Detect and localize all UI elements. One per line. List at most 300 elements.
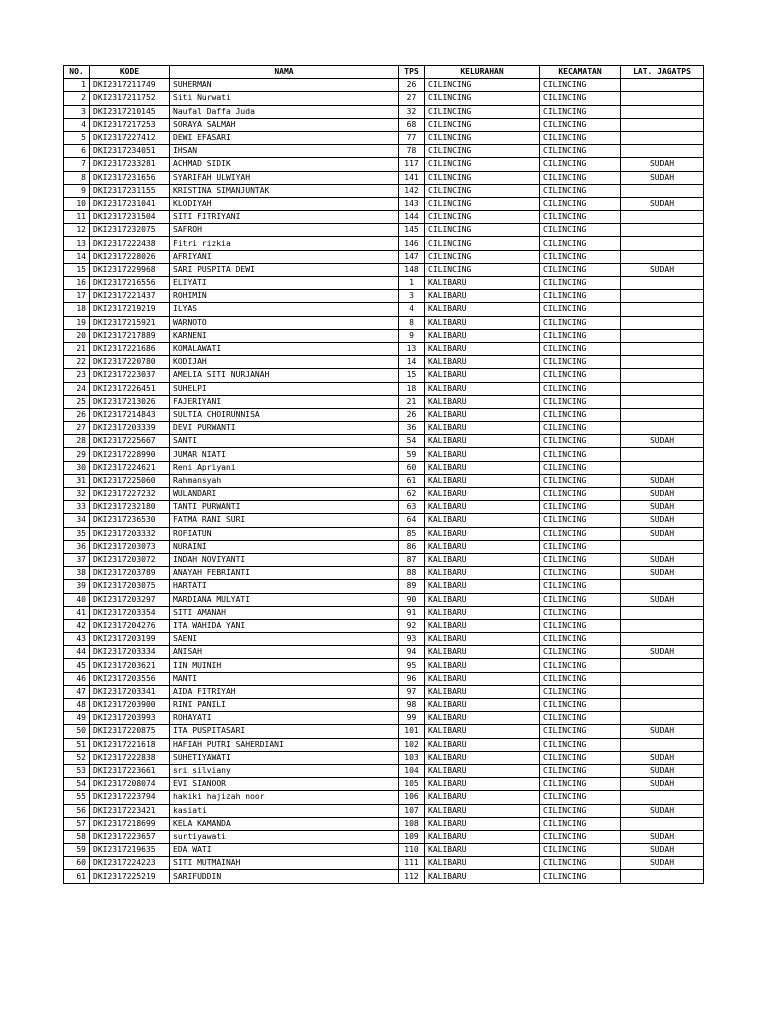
cell-tps: 9 <box>399 329 425 342</box>
cell-no: 38 <box>64 567 90 580</box>
cell-tps: 147 <box>399 250 425 263</box>
cell-nama: KOMALAWATI <box>170 342 399 355</box>
cell-tps: 13 <box>399 342 425 355</box>
cell-kecamatan: CILINCING <box>540 303 621 316</box>
cell-kelurahan: CILINCING <box>425 224 540 237</box>
cell-kecamatan: CILINCING <box>540 474 621 487</box>
cell-no: 44 <box>64 646 90 659</box>
cell-lat-jagatps <box>621 606 704 619</box>
cell-kode: DKI2317228990 <box>90 448 170 461</box>
cell-tps: 54 <box>399 435 425 448</box>
cell-no: 52 <box>64 751 90 764</box>
cell-kode: DKI2317223657 <box>90 830 170 843</box>
cell-kelurahan: KALIBARU <box>425 448 540 461</box>
cell-lat-jagatps: SUDAH <box>621 435 704 448</box>
cell-kelurahan: KALIBARU <box>425 395 540 408</box>
cell-kelurahan: CILINCING <box>425 145 540 158</box>
cell-tps: 108 <box>399 817 425 830</box>
cell-no: 53 <box>64 764 90 777</box>
cell-kelurahan: KALIBARU <box>425 514 540 527</box>
cell-no: 39 <box>64 580 90 593</box>
cell-nama: SANTI <box>170 435 399 448</box>
cell-lat-jagatps <box>621 184 704 197</box>
cell-kecamatan: CILINCING <box>540 540 621 553</box>
header-nama: NAMA <box>170 66 399 79</box>
cell-kecamatan: CILINCING <box>540 791 621 804</box>
cell-kelurahan: KALIBARU <box>425 606 540 619</box>
table-row <box>64 567 704 580</box>
cell-no: 28 <box>64 435 90 448</box>
cell-kode: DKI2317223794 <box>90 791 170 804</box>
cell-kode: DKI2317213026 <box>90 395 170 408</box>
cell-kelurahan: KALIBARU <box>425 804 540 817</box>
cell-no: 16 <box>64 277 90 290</box>
cell-kecamatan: CILINCING <box>540 105 621 118</box>
cell-no: 32 <box>64 488 90 501</box>
table-row <box>64 277 704 290</box>
table-row <box>64 435 704 448</box>
cell-no: 56 <box>64 804 90 817</box>
cell-kode: DKI2317231155 <box>90 184 170 197</box>
cell-kode: DKI2317231504 <box>90 211 170 224</box>
cell-no: 43 <box>64 633 90 646</box>
cell-lat-jagatps <box>621 79 704 92</box>
table-row <box>64 791 704 804</box>
cell-nama: WARNOTO <box>170 316 399 329</box>
cell-lat-jagatps: SUDAH <box>621 501 704 514</box>
cell-nama: SITI FITRIYANI <box>170 211 399 224</box>
table-row <box>64 250 704 263</box>
table-row <box>64 738 704 751</box>
cell-nama: NURAINI <box>170 540 399 553</box>
cell-kelurahan: CILINCING <box>425 237 540 250</box>
cell-kecamatan: CILINCING <box>540 369 621 382</box>
cell-tps: 86 <box>399 540 425 553</box>
cell-tps: 106 <box>399 791 425 804</box>
cell-lat-jagatps <box>621 105 704 118</box>
cell-kode: DKI2317203073 <box>90 540 170 553</box>
cell-kecamatan: CILINCING <box>540 606 621 619</box>
cell-kelurahan: KALIBARU <box>425 830 540 843</box>
cell-nama: AIDA FITRIYAH <box>170 685 399 698</box>
cell-kecamatan: CILINCING <box>540 382 621 395</box>
cell-no: 48 <box>64 699 90 712</box>
cell-kelurahan: KALIBARU <box>425 435 540 448</box>
cell-nama: SAENI <box>170 633 399 646</box>
cell-kelurahan: KALIBARU <box>425 685 540 698</box>
cell-no: 4 <box>64 118 90 131</box>
cell-tps: 60 <box>399 461 425 474</box>
cell-tps: 141 <box>399 171 425 184</box>
header-kecamatan: KECAMATAN <box>540 66 621 79</box>
cell-tps: 117 <box>399 158 425 171</box>
cell-lat-jagatps: SUDAH <box>621 514 704 527</box>
table-row <box>64 699 704 712</box>
cell-kecamatan: CILINCING <box>540 764 621 777</box>
table-row <box>64 158 704 171</box>
cell-lat-jagatps <box>621 395 704 408</box>
cell-kelurahan: CILINCING <box>425 263 540 276</box>
cell-tps: 15 <box>399 369 425 382</box>
cell-kode: DKI2317224223 <box>90 857 170 870</box>
cell-kelurahan: KALIBARU <box>425 316 540 329</box>
cell-kode: DKI2317203297 <box>90 593 170 606</box>
cell-nama: DEWI EFASARI <box>170 131 399 144</box>
table-row <box>64 817 704 830</box>
cell-tps: 36 <box>399 422 425 435</box>
cell-tps: 77 <box>399 131 425 144</box>
cell-lat-jagatps: SUDAH <box>621 474 704 487</box>
cell-kode: DKI2317203556 <box>90 672 170 685</box>
cell-kecamatan: CILINCING <box>540 92 621 105</box>
cell-kode: DKI2317203341 <box>90 685 170 698</box>
table-row <box>64 184 704 197</box>
cell-nama: MANTI <box>170 672 399 685</box>
cell-kelurahan: KALIBARU <box>425 870 540 883</box>
table-header <box>64 66 704 79</box>
cell-kecamatan: CILINCING <box>540 290 621 303</box>
table-row <box>64 844 704 857</box>
cell-kelurahan: KALIBARU <box>425 738 540 751</box>
cell-lat-jagatps <box>621 659 704 672</box>
cell-nama: KELA KAMANDA <box>170 817 399 830</box>
cell-lat-jagatps: SUDAH <box>621 158 704 171</box>
cell-tps: 92 <box>399 619 425 632</box>
cell-lat-jagatps: SUDAH <box>621 764 704 777</box>
cell-kelurahan: KALIBARU <box>425 501 540 514</box>
header-tps: TPS <box>399 66 425 79</box>
cell-kecamatan: CILINCING <box>540 646 621 659</box>
cell-lat-jagatps: SUDAH <box>621 567 704 580</box>
cell-no: 57 <box>64 817 90 830</box>
cell-kecamatan: CILINCING <box>540 514 621 527</box>
cell-nama: SORAYA SALMAH <box>170 118 399 131</box>
cell-tps: 63 <box>399 501 425 514</box>
cell-no: 61 <box>64 870 90 883</box>
cell-lat-jagatps <box>621 290 704 303</box>
cell-lat-jagatps <box>621 870 704 883</box>
cell-kecamatan: CILINCING <box>540 118 621 131</box>
cell-kode: DKI2317217889 <box>90 329 170 342</box>
cell-tps: 145 <box>399 224 425 237</box>
cell-tps: 98 <box>399 699 425 712</box>
cell-kecamatan: CILINCING <box>540 356 621 369</box>
cell-lat-jagatps <box>621 277 704 290</box>
table-row <box>64 263 704 276</box>
cell-tps: 103 <box>399 751 425 764</box>
table-row <box>64 342 704 355</box>
cell-kelurahan: KALIBARU <box>425 303 540 316</box>
cell-tps: 18 <box>399 382 425 395</box>
cell-tps: 112 <box>399 870 425 883</box>
cell-nama: AMELIA SITI NURJANAH <box>170 369 399 382</box>
cell-tps: 26 <box>399 79 425 92</box>
cell-tps: 94 <box>399 646 425 659</box>
cell-kecamatan: CILINCING <box>540 237 621 250</box>
cell-no: 3 <box>64 105 90 118</box>
cell-kecamatan: CILINCING <box>540 184 621 197</box>
cell-kode: DKI2317227232 <box>90 488 170 501</box>
cell-lat-jagatps: SUDAH <box>621 725 704 738</box>
cell-no: 14 <box>64 250 90 263</box>
cell-no: 37 <box>64 553 90 566</box>
cell-lat-jagatps <box>621 316 704 329</box>
cell-tps: 89 <box>399 580 425 593</box>
cell-kecamatan: CILINCING <box>540 263 621 276</box>
cell-no: 58 <box>64 830 90 843</box>
cell-kecamatan: CILINCING <box>540 395 621 408</box>
cell-kecamatan: CILINCING <box>540 158 621 171</box>
cell-lat-jagatps <box>621 699 704 712</box>
cell-tps: 110 <box>399 844 425 857</box>
cell-kode: DKI2317225667 <box>90 435 170 448</box>
cell-nama: RINI PANILI <box>170 699 399 712</box>
cell-no: 29 <box>64 448 90 461</box>
table-row <box>64 408 704 421</box>
cell-kode: DKI2317226451 <box>90 382 170 395</box>
cell-no: 35 <box>64 527 90 540</box>
cell-lat-jagatps: SUDAH <box>621 804 704 817</box>
cell-kelurahan: KALIBARU <box>425 567 540 580</box>
cell-tps: 96 <box>399 672 425 685</box>
cell-kode: DKI2317231656 <box>90 171 170 184</box>
cell-kelurahan: KALIBARU <box>425 580 540 593</box>
cell-no: 59 <box>64 844 90 857</box>
cell-nama: SUHERMAN <box>170 79 399 92</box>
cell-no: 18 <box>64 303 90 316</box>
cell-lat-jagatps <box>621 211 704 224</box>
cell-no: 50 <box>64 725 90 738</box>
cell-kecamatan: CILINCING <box>540 224 621 237</box>
cell-no: 23 <box>64 369 90 382</box>
table-row <box>64 356 704 369</box>
cell-kode: DKI2317215921 <box>90 316 170 329</box>
cell-kecamatan: CILINCING <box>540 580 621 593</box>
cell-nama: KLODIYAH <box>170 197 399 210</box>
cell-kode: DKI2317203199 <box>90 633 170 646</box>
cell-no: 55 <box>64 791 90 804</box>
cell-kecamatan: CILINCING <box>540 778 621 791</box>
cell-nama: HAFIAH PUTRI SAHERDIANI <box>170 738 399 751</box>
cell-lat-jagatps <box>621 540 704 553</box>
cell-kode: DKI2317203334 <box>90 646 170 659</box>
cell-no: 34 <box>64 514 90 527</box>
cell-kelurahan: KALIBARU <box>425 369 540 382</box>
cell-nama: ITA PUSPITASARI <box>170 725 399 738</box>
cell-no: 5 <box>64 131 90 144</box>
cell-no: 36 <box>64 540 90 553</box>
cell-no: 25 <box>64 395 90 408</box>
header-kode: KODE <box>90 66 170 79</box>
table-row <box>64 488 704 501</box>
cell-nama: surtiyawati <box>170 830 399 843</box>
cell-no: 60 <box>64 857 90 870</box>
cell-tps: 97 <box>399 685 425 698</box>
cell-kelurahan: KALIBARU <box>425 342 540 355</box>
cell-no: 9 <box>64 184 90 197</box>
cell-lat-jagatps <box>621 580 704 593</box>
table-row <box>64 369 704 382</box>
cell-kecamatan: CILINCING <box>540 461 621 474</box>
cell-kode: DKI2317227412 <box>90 131 170 144</box>
cell-lat-jagatps: SUDAH <box>621 197 704 210</box>
cell-kecamatan: CILINCING <box>540 699 621 712</box>
cell-tps: 1 <box>399 277 425 290</box>
cell-no: 24 <box>64 382 90 395</box>
cell-nama: SAFROH <box>170 224 399 237</box>
cell-kelurahan: KALIBARU <box>425 857 540 870</box>
cell-no: 20 <box>64 329 90 342</box>
cell-tps: 111 <box>399 857 425 870</box>
cell-kode: DKI2317203789 <box>90 567 170 580</box>
cell-kelurahan: KALIBARU <box>425 277 540 290</box>
table-row <box>64 646 704 659</box>
cell-kecamatan: CILINCING <box>540 870 621 883</box>
cell-kode: DKI2317210145 <box>90 105 170 118</box>
cell-kecamatan: CILINCING <box>540 422 621 435</box>
cell-kecamatan: CILINCING <box>540 316 621 329</box>
table-row <box>64 672 704 685</box>
cell-kode: DKI2317222838 <box>90 751 170 764</box>
table-row <box>64 461 704 474</box>
table-row <box>64 685 704 698</box>
cell-tps: 87 <box>399 553 425 566</box>
cell-kelurahan: KALIBARU <box>425 817 540 830</box>
cell-kecamatan: CILINCING <box>540 448 621 461</box>
header-no: NO. <box>64 66 90 79</box>
cell-kode: DKI2317233281 <box>90 158 170 171</box>
cell-kecamatan: CILINCING <box>540 817 621 830</box>
cell-kode: DKI2317232180 <box>90 501 170 514</box>
cell-lat-jagatps: SUDAH <box>621 263 704 276</box>
cell-lat-jagatps: SUDAH <box>621 488 704 501</box>
cell-tps: 3 <box>399 290 425 303</box>
cell-tps: 109 <box>399 830 425 843</box>
cell-kelurahan: KALIBARU <box>425 290 540 303</box>
cell-no: 45 <box>64 659 90 672</box>
cell-nama: FATMA RANI SURI <box>170 514 399 527</box>
cell-no: 10 <box>64 197 90 210</box>
cell-lat-jagatps: SUDAH <box>621 751 704 764</box>
cell-lat-jagatps <box>621 303 704 316</box>
cell-tps: 107 <box>399 804 425 817</box>
cell-nama: EVI SIANOOR <box>170 778 399 791</box>
table-row <box>64 395 704 408</box>
cell-no: 1 <box>64 79 90 92</box>
cell-nama: Naufal Daffa Juda <box>170 105 399 118</box>
cell-nama: INDAH NOVIYANTI <box>170 553 399 566</box>
cell-lat-jagatps <box>621 633 704 646</box>
header-lat-jagatps: LAT. JAGATPS <box>621 66 704 79</box>
cell-lat-jagatps <box>621 461 704 474</box>
cell-kode: DKI2317221437 <box>90 290 170 303</box>
cell-lat-jagatps: SUDAH <box>621 844 704 857</box>
cell-lat-jagatps: SUDAH <box>621 171 704 184</box>
cell-kode: DKI2317220875 <box>90 725 170 738</box>
cell-tps: 88 <box>399 567 425 580</box>
cell-nama: SARIFUDDIN <box>170 870 399 883</box>
cell-nama: FAJERIYANI <box>170 395 399 408</box>
table-row <box>64 145 704 158</box>
cell-kode: DKI2317236530 <box>90 514 170 527</box>
cell-nama: Siti Nurwati <box>170 92 399 105</box>
cell-no: 2 <box>64 92 90 105</box>
cell-kode: DKI2317203354 <box>90 606 170 619</box>
cell-nama: SITI MUTMAINAH <box>170 857 399 870</box>
table-row <box>64 540 704 553</box>
cell-kelurahan: KALIBARU <box>425 764 540 777</box>
cell-kelurahan: CILINCING <box>425 211 540 224</box>
cell-no: 17 <box>64 290 90 303</box>
cell-kelurahan: CILINCING <box>425 92 540 105</box>
table-row <box>64 804 704 817</box>
cell-kecamatan: CILINCING <box>540 488 621 501</box>
table-row <box>64 131 704 144</box>
cell-kode: DKI2317223421 <box>90 804 170 817</box>
cell-lat-jagatps <box>621 329 704 342</box>
table-row <box>64 79 704 92</box>
cell-kode: DKI2317228026 <box>90 250 170 263</box>
table-row <box>64 751 704 764</box>
cell-kecamatan: CILINCING <box>540 725 621 738</box>
cell-kode: DKI2317223661 <box>90 764 170 777</box>
cell-lat-jagatps: SUDAH <box>621 830 704 843</box>
cell-kecamatan: CILINCING <box>540 738 621 751</box>
cell-lat-jagatps <box>621 356 704 369</box>
table-row <box>64 659 704 672</box>
cell-kelurahan: KALIBARU <box>425 672 540 685</box>
cell-nama: KODIJAH <box>170 356 399 369</box>
cell-kode: DKI2317204276 <box>90 619 170 632</box>
cell-kode: DKI2317221618 <box>90 738 170 751</box>
cell-no: 51 <box>64 738 90 751</box>
cell-kelurahan: KALIBARU <box>425 778 540 791</box>
cell-kelurahan: CILINCING <box>425 118 540 131</box>
cell-lat-jagatps: SUDAH <box>621 593 704 606</box>
header-kelurahan: KELURAHAN <box>425 66 540 79</box>
cell-no: 19 <box>64 316 90 329</box>
cell-kelurahan: CILINCING <box>425 131 540 144</box>
table-row <box>64 830 704 843</box>
cell-kelurahan: KALIBARU <box>425 382 540 395</box>
cell-kode: DKI2317220780 <box>90 356 170 369</box>
cell-kelurahan: KALIBARU <box>425 699 540 712</box>
table-row <box>64 382 704 395</box>
cell-tps: 59 <box>399 448 425 461</box>
cell-nama: IHSAN <box>170 145 399 158</box>
cell-kecamatan: CILINCING <box>540 277 621 290</box>
cell-kelurahan: CILINCING <box>425 197 540 210</box>
table-row <box>64 619 704 632</box>
cell-kecamatan: CILINCING <box>540 633 621 646</box>
cell-kelurahan: KALIBARU <box>425 488 540 501</box>
cell-nama: SULTIA CHOIRUNNISA <box>170 408 399 421</box>
cell-lat-jagatps <box>621 672 704 685</box>
cell-kelurahan: CILINCING <box>425 171 540 184</box>
cell-nama: KARNENI <box>170 329 399 342</box>
cell-kode: DKI2317231041 <box>90 197 170 210</box>
cell-kecamatan: CILINCING <box>540 553 621 566</box>
table-row <box>64 633 704 646</box>
cell-kelurahan: KALIBARU <box>425 527 540 540</box>
cell-kecamatan: CILINCING <box>540 712 621 725</box>
cell-kelurahan: KALIBARU <box>425 540 540 553</box>
cell-no: 11 <box>64 211 90 224</box>
cell-tps: 32 <box>399 105 425 118</box>
cell-no: 54 <box>64 778 90 791</box>
cell-nama: WULANDARI <box>170 488 399 501</box>
cell-tps: 93 <box>399 633 425 646</box>
